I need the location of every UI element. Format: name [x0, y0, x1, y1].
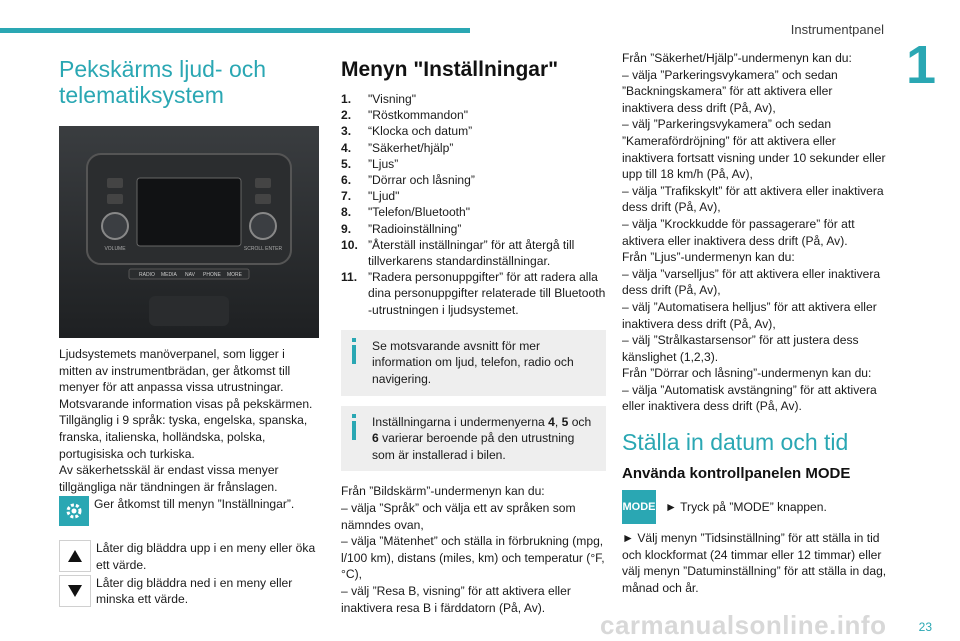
column-right	[622, 50, 887, 596]
date-time-title: Ställa in datum och tid	[622, 429, 849, 456]
list-item: 7. "Ljud"	[341, 189, 400, 204]
header-accent-bar	[0, 28, 470, 33]
list-item: 2. "Röstkommandon"	[341, 108, 469, 123]
mode-button-icon: MODE	[622, 490, 656, 524]
list-item: 10. ”Återställ inställningar” för att återgå till tillverkarens standardinställningar.	[341, 237, 575, 269]
icon-row-settings	[59, 496, 321, 526]
info-text-related: Se motsvarande avsnitt för mer information om ljud, telefon, radio och navigering.	[372, 338, 574, 387]
lights-item-drl: – välja ”varselljus” för att aktivera eller inaktivera dess drift (På, Av),	[622, 266, 881, 298]
display-submenu-section	[341, 483, 606, 616]
lights-intro: Från ”Ljus”-undermenyn kan du:	[622, 250, 795, 265]
volume-label: VOLUME	[104, 246, 126, 252]
settings-description: Ger åtkomst till menyn ”Inställningar”.	[94, 497, 295, 512]
list-item: 8. "Telefon/Bluetooth"	[341, 205, 471, 220]
icon-row-down	[59, 575, 321, 608]
intro-paragraph-3: Tillgänglig i 9 språk: tyska, engelska, spanska, franska, italienska, holländska, polska, portugisiska och turkiska.	[59, 413, 308, 461]
up-description: Låter dig bläddra upp i en meny eller öka ett värde.	[96, 541, 316, 572]
photo-button-media: MEDIA	[161, 272, 177, 278]
photo-button-phone: PHONE	[203, 272, 221, 278]
intro-paragraph-2: Motsvarande information visas på pekskärmen.	[59, 396, 313, 411]
display-intro: Från ”Bildskärm”-undermenyn kan du:	[341, 484, 545, 499]
settings-menu-list	[341, 91, 606, 318]
column-middle	[341, 50, 606, 616]
safety-item-traffic-sign: – välja ”Trafikskylt” för att aktivera eller inaktivera dess drift (På, Av),	[622, 183, 884, 215]
photo-button-radio: RADIO	[139, 272, 155, 278]
intro-paragraph-1: Ljudsystemets manöverpanel, som ligger i mitten av instrumentbrädan, ger åtkomst till menyer för att anpassa vissa utrustningar.	[59, 347, 291, 395]
info-icon	[350, 414, 358, 440]
display-item-language: – välja ”Språk” och välja ett av språken som nämndes ovan,	[341, 501, 576, 532]
list-item: 11. ”Radera personuppgifter” för att radera alla dina personuppgifter relaterade till Bluetooth -utrustningen i ljudsystemet.	[341, 270, 606, 317]
info-icon	[350, 338, 358, 364]
scroll-label: SCROLL ENTER	[243, 246, 283, 252]
arrow-down-icon	[59, 575, 91, 607]
lights-item-auto-high-beam: – välj ”Automatisera helljus” för att aktivera eller inaktivera dess drift (På, Av),	[622, 299, 877, 331]
icon-row-up	[59, 540, 321, 573]
mode-panel-subtitle: Använda kontrollpanelen MODE	[622, 465, 851, 483]
display-item-units: – välja ”Mätenhet” och ställa in förbrukning (mpg, l/100 km), distans (miles, km) och temperatur (°F, °C),	[341, 534, 605, 582]
chapter-number: 1	[905, 35, 936, 95]
column-left	[59, 50, 321, 608]
intro-paragraph-4: Av säkerhetsskäl är endast vissa menyer tillgängliga när tändningen är frånslagen.	[59, 463, 279, 494]
arrow-up-icon	[59, 540, 91, 572]
list-item: 5. ”Ljus”	[341, 156, 399, 171]
safety-intro: Från ”Säkerhet/Hjälp”-undermenyn kan du:	[622, 51, 852, 65]
list-item: 4. ”Säkerhet/hjälp”	[341, 140, 454, 155]
down-description: Låter dig bläddra ned i en meny eller minska ett värde.	[96, 575, 293, 607]
doors-intro: Från ”Dörrar och låsning”-undermenyn kan du:	[622, 366, 872, 381]
mode-step-row	[622, 490, 887, 524]
watermark: carmanualsonline.info	[600, 610, 887, 640]
final-step-text: ► Välj menyn ”Tidsinställning” för att ställa in tid och klockformat (24 timmar eller 12 timmar) eller välj menyn ”Datuminställning” för att ställa in dag, månad och år.	[622, 531, 887, 595]
safety-item-reverse-camera: – välja ”Parkeringsvykamera” och sedan ”Backningskamera” för att aktivera eller inaktivera dess drift (På, Av),	[622, 67, 838, 115]
info-box-submenus	[341, 406, 606, 472]
photo-button-nav: NAV	[185, 272, 195, 278]
safety-item-airbag: – välja ”Krockkudde för passagerare” för att aktivera eller inaktivera dess drift (På, Av).	[622, 216, 855, 248]
section-title: Instrumentpanel	[790, 22, 884, 37]
page-number: 23	[918, 620, 932, 634]
mode-step-text: ► Tryck på ”MODE” knappen.	[665, 499, 827, 514]
control-panel-photo	[59, 126, 319, 338]
safety-item-camera-delay: – välj ”Parkeringsvykamera” och sedan ”Kamerafördröjning” för att aktivera eller inaktivera fortsatt visning under 10 sekunder eller upp till 18 km/h (På, Av),	[622, 117, 886, 182]
list-item: 6. ”Dörrar och låsning”	[341, 173, 475, 188]
display-item-trip-b: – välj ”Resa B, visning” för att aktivera eller inaktivera resa B i färddatorn (På, Av).	[341, 583, 571, 615]
list-item: 9. ”Radioinställning”	[341, 221, 462, 236]
info-box-related	[341, 330, 606, 396]
doors-item-auto-lock: – välja ”Automatisk avstängning” för att aktivera eller inaktivera dess drift (På, Av).	[622, 382, 877, 414]
lights-item-headlamp-sensor: – välj ”Strålkastarsensor” för att justera dess känslighet (1,2,3).	[622, 333, 859, 364]
gear-icon	[59, 496, 89, 526]
list-item: 3. “Klocka och datum”	[341, 124, 473, 139]
settings-menu-title: Menyn "Inställningar"	[341, 58, 559, 81]
info-text-submenus: Inställningarna i undermenyerna 4, 5 och 6 varierar beroende på den utrustning som är installerad i bilen.	[372, 414, 592, 462]
list-item: 1. "Visning"	[341, 92, 417, 106]
photo-button-more: MORE	[227, 272, 242, 278]
page-title: Pekskärms ljud- och telematiksystem	[59, 56, 267, 108]
